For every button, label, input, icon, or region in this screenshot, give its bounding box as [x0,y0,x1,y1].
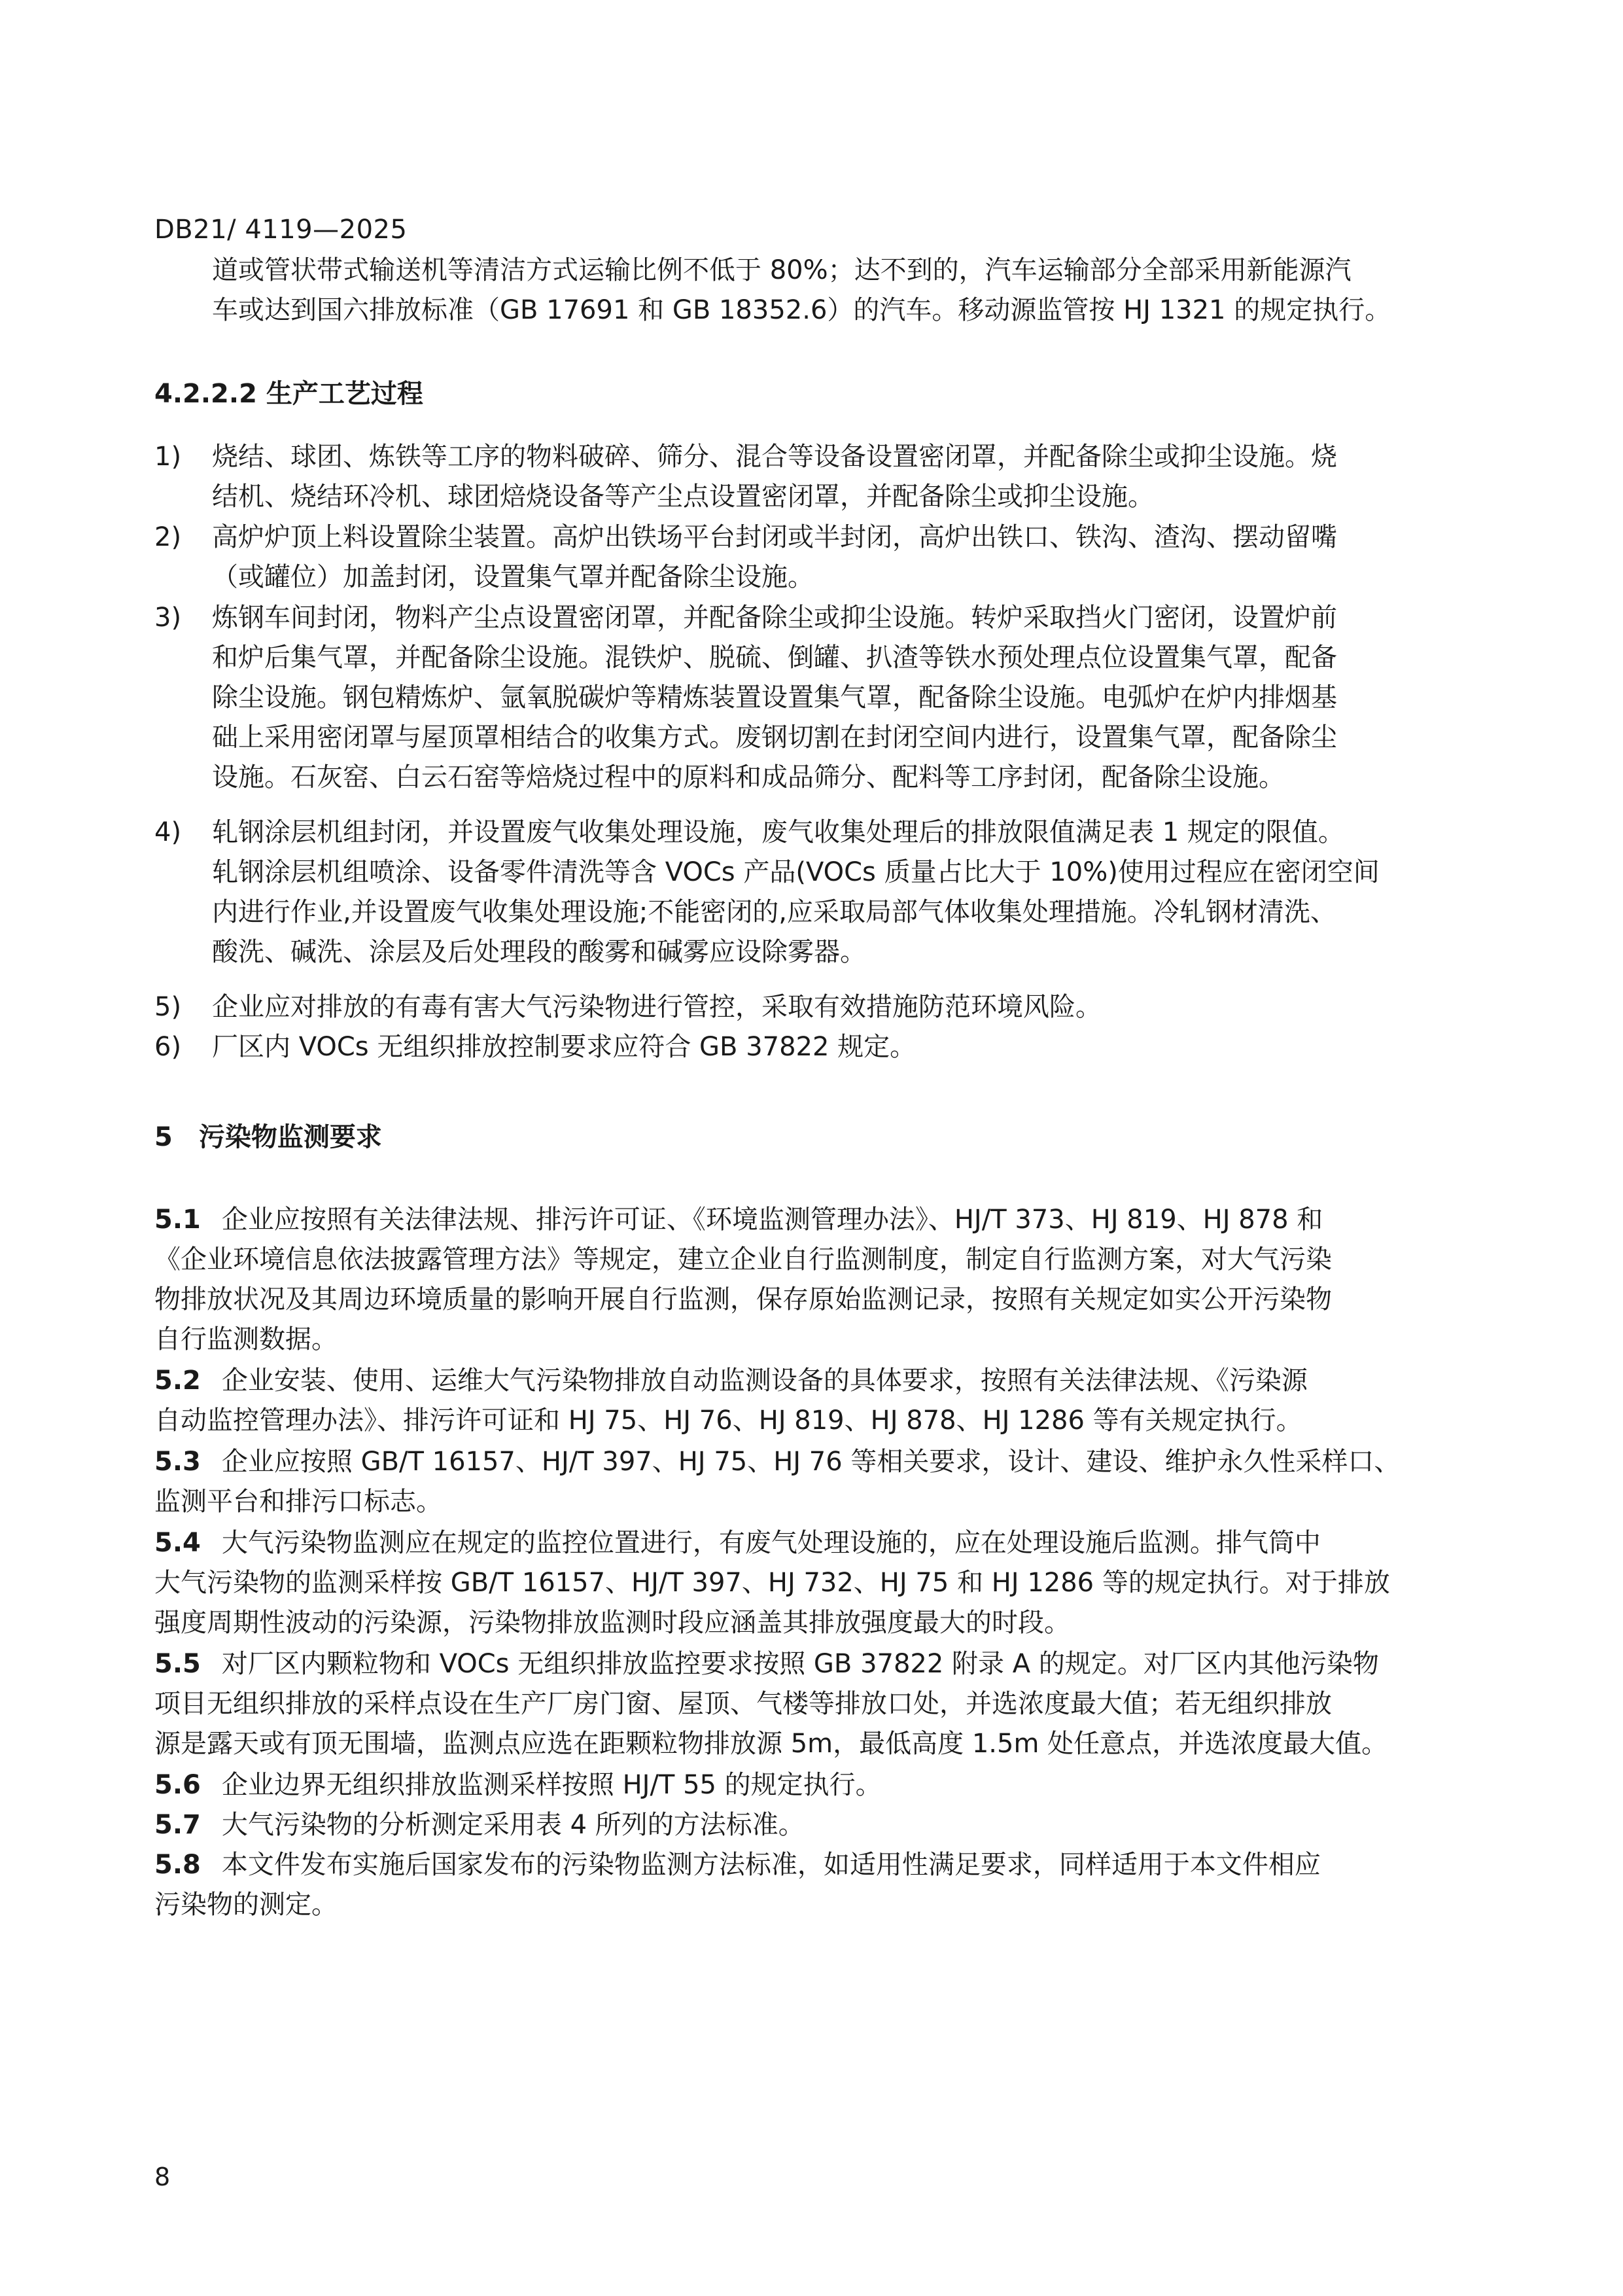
clause-line: 项目无组织排放的采样点设在生产厂房门窗、屋顶、气楼等排放口处，并选浓度最大值；若无组织排放 [154,1689,1332,1719]
section-heading-5: 5 污染物监测要求 [154,1122,382,1152]
clause-line [154,1644,1379,1684]
clause-line: 自行监测数据。 [154,1324,338,1354]
clause-line: 《企业环境信息依法披露管理方法》等规定，建立企业自行监测制度，制定自行监测方案，对大气污染 [154,1245,1332,1275]
list-item-line: 础上采用密闭罩与屋顶罩相结合的收集方式。废钢切割在封闭空间内进行，设置集气罩，配备除尘 [212,722,1337,752]
clause-text: 企业应按照 GB/T 16157、HJ/T 397、HJ 75、HJ 76 等相关要求，设计、建设、维护永久性采样口、 [221,1447,1401,1477]
clause-text: 企业应按照有关法律法规、排污许可证、《环境监测管理办法》、HJ/T 373、HJ 819、HJ 878 和 [221,1205,1323,1235]
clause-line [154,1442,1400,1481]
list-item-number: 4) [154,817,182,847]
clause-number: 5.1 [154,1205,201,1235]
paragraph-line: 车或达到国六排放标准（GB 17691 和 GB 18352.6）的汽车。移动源监管按 HJ 1321 的规定执行。 [212,295,1391,325]
clause-line [154,1805,805,1845]
clause-text: 大气污染物监测应在规定的监控位置进行，有废气处理设施的，应在处理设施后监测。排气筒中 [221,1528,1321,1558]
list-item-number: 3) [154,603,182,633]
clause-text: 大气污染物的分析测定采用表 4 所列的方法标准。 [221,1810,805,1840]
list-item-number: 1) [154,442,182,472]
list-item-line: 轧钢涂层机组喷涂、设备零件清洗等含 VOCs 产品(VOCs 质量占比大于 10%)使用过程应在密闭空间 [212,857,1380,887]
list-item-line: 除尘设施。钢包精炼炉、氩氧脱碳炉等精炼装置设置集气罩，配备除尘设施。电弧炉在炉内排烟基 [212,682,1337,713]
list-item-line: 结机、烧结环冷机、球团焙烧设备等产尘点设置密闭罩，并配备除尘或抑尘设施。 [212,482,1154,512]
clause-line: 自动监控管理办法》、排污许可证和 HJ 75、HJ 76、HJ 819、HJ 878、HJ 1286 等有关规定执行。 [154,1405,1302,1436]
list-item-line: 酸洗、碱洗、涂层及后处理段的酸雾和碱雾应设除雾器。 [212,937,866,967]
clause-number: 5.6 [154,1770,201,1800]
clause-number: 5.3 [154,1447,201,1477]
clause-number: 5.8 [154,1850,201,1880]
clause-line [154,1200,1323,1239]
list-item-line: 企业应对排放的有毒有害大气污染物进行管控，采取有效措施防范环境风险。 [212,992,1102,1022]
list-item-line: 和炉后集气罩，并配备除尘设施。混铁炉、脱硫、倒罐、扒渣等铁水预处理点位设置集气罩，配备 [212,643,1337,673]
paragraph-line: 道或管状带式输送机等清洁方式运输比例不低于 80%；达不到的，汽车运输部分全部采用新能源汽 [212,255,1352,285]
clause-line [154,1361,1308,1400]
clause-line: 监测平台和排污口标志。 [154,1487,442,1517]
clause-number: 5.7 [154,1810,201,1840]
clause-line [154,1765,882,1805]
clause-line: 污染物的测定。 [154,1890,338,1920]
list-item-line: 高炉炉顶上料设置除尘装置。高炉出铁场平台封闭或半封闭，高炉出铁口、铁沟、渣沟、摆动留嘴 [212,522,1337,552]
clause-line: 源是露天或有顶无围墙，监测点应选在距颗粒物排放源 5m，最低高度 1.5m 处任意点，并选浓度最大值。 [154,1729,1388,1759]
list-item-line: 烧结、球团、炼铁等工序的物料破碎、筛分、混合等设备设置密闭罩，并配备除尘或抑尘设施。烧 [212,442,1337,472]
list-item-line: 设施。石灰窑、白云石窑等焙烧过程中的原料和成品筛分、配料等工序封闭，配备除尘设施。 [212,762,1285,792]
list-item-line: （或罐位）加盖封闭，设置集气罩并配备除尘设施。 [212,562,814,592]
list-item-line: 炼钢车间封闭，物料产尘点设置密闭罩，并配备除尘或抑尘设施。转炉采取挡火门密闭，设置炉前 [212,603,1337,633]
list-item-number: 6) [154,1032,182,1062]
clause-line: 强度周期性波动的污染源，污染物排放监测时段应涵盖其排放强度最大的时段。 [154,1608,1070,1638]
clause-number: 5.5 [154,1649,201,1679]
list-item-line: 厂区内 VOCs 无组织排放控制要求应符合 GB 37822 规定。 [212,1032,916,1062]
section-heading-4-2-2-2: 4.2.2.2 生产工艺过程 [154,379,423,409]
list-item-number: 2) [154,522,182,552]
clause-line: 物排放状况及其周边环境质量的影响开展自行监测，保存原始监测记录，按照有关规定如实公开污染物 [154,1284,1332,1315]
clause-text: 本文件发布实施后国家发布的污染物监测方法标准，如适用性满足要求，同样适用于本文件相应 [221,1850,1321,1880]
clause-number: 5.2 [154,1366,201,1396]
clause-text: 企业安装、使用、运维大气污染物排放自动监测设备的具体要求，按照有关法律法规、《污染源 [221,1366,1308,1396]
list-item-number: 5) [154,992,182,1022]
page-number: 8 [154,2163,171,2191]
clause-number: 5.4 [154,1528,201,1558]
clause-line [154,1523,1321,1563]
clause-text: 对厂区内颗粒物和 VOCs 无组织排放监控要求按照 GB 37822 附录 A 的规定。对厂区内其他污染物 [221,1649,1379,1679]
clause-line: 大气污染物的监测采样按 GB/T 16157、HJ/T 397、HJ 732、HJ 75 和 HJ 1286 等的规定执行。对于排放 [154,1568,1390,1598]
list-item-line: 轧钢涂层机组封闭，并设置废气收集处理设施，废气收集处理后的排放限值满足表 1 规定的限值。 [212,817,1344,847]
document-code: DB21/ 4119—2025 [154,215,408,245]
clause-text: 企业边界无组织排放监测采样按照 HJ/T 55 的规定执行。 [221,1770,882,1800]
clause-line [154,1845,1321,1884]
list-item-line: 内进行作业,并设置废气收集处理设施;不能密闭的,应采取局部气体收集处理措施。冷轧钢材清洗、 [212,897,1336,927]
